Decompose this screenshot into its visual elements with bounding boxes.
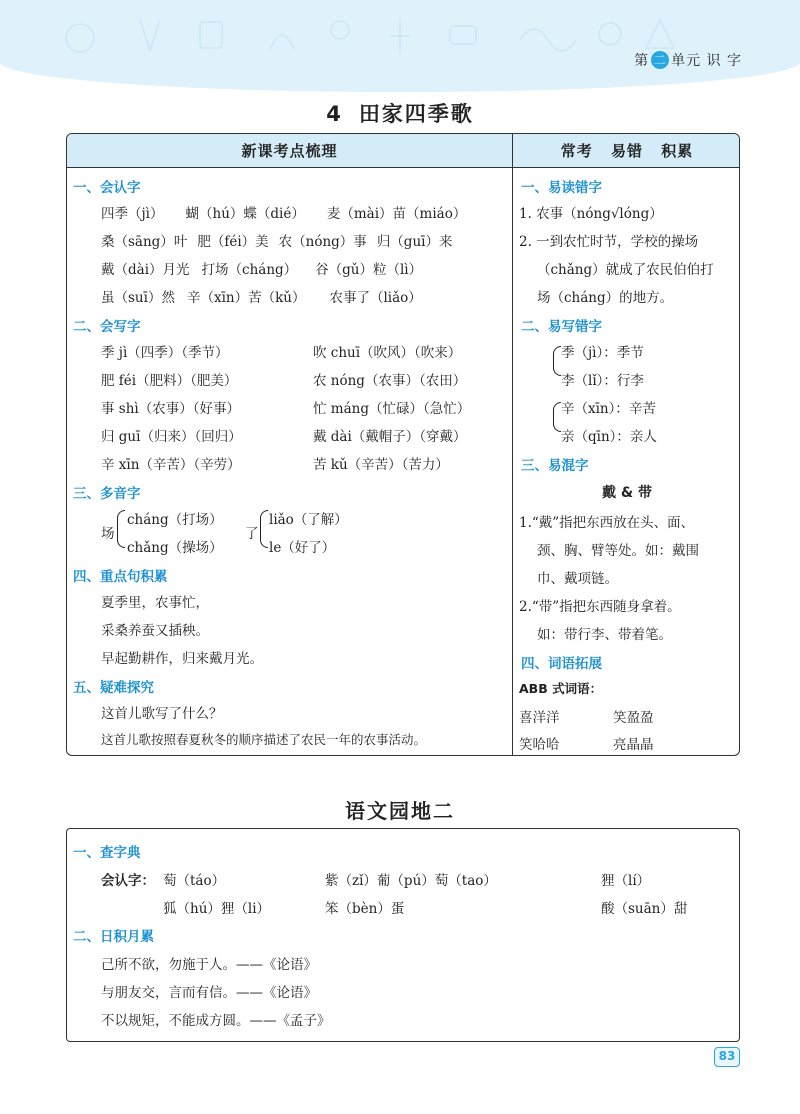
xiezi-item: 戴 dài（戴帽子）（穿戴） [313, 429, 467, 445]
section-duoyinzi: 三、多音字 [73, 486, 141, 502]
renzi-item: 桑（sāng）叶 [101, 234, 188, 250]
hunzi-line: 2.“带”指把东西随身拿着。 [519, 599, 681, 615]
left-column-header: 新课考点梳理 [67, 134, 512, 168]
renzi-row-2 [101, 230, 452, 250]
lesson-title [0, 98, 800, 128]
renzi-item: 谷（gǔ）粒（lì） [315, 262, 423, 278]
duoyin-reading: cháng（打场） [127, 512, 223, 528]
abb-word: 笑哈哈 [519, 737, 560, 753]
renzi-label: 会认字： [101, 873, 155, 889]
hunzi-line: 颈、胸、臂等处。如：戴围 [537, 543, 699, 559]
saying-line: 与朋友交，言而有信。——《论语》 [101, 985, 317, 1001]
answer-text: 这首儿歌按照春夏秋冬的顺序描述了农民一年的农事活动。 [101, 732, 427, 747]
renzi-item: 农（nóng）事 [278, 234, 367, 250]
xiezi-item: 辛 xīn（辛苦）（辛劳） [101, 457, 241, 473]
xiecuo-item: 辛（xīn）：辛苦 [561, 401, 656, 417]
unit-prefix: 第 [634, 53, 650, 69]
xiezi-item: 季 jì（四季）（季节） [101, 345, 229, 361]
renzi-item: 虽（suī）然 [101, 290, 175, 306]
key-sentence: 早起勤耕作，归来戴月光。 [101, 651, 263, 667]
dudu-line: （chǎng）就成了农民伯伯打 [537, 262, 714, 278]
hunzi-line: 巾、戴项链。 [537, 571, 618, 587]
renzi-row-4 [101, 286, 422, 306]
saying-line: 不以规矩，不能成方圆。——《孟子》 [101, 1013, 331, 1029]
dudu-line: 场（cháng）的地方。 [537, 290, 674, 306]
saying-line: 己所不欲，勿施于人。——《论语》 [101, 957, 317, 973]
renzi-item: 打场（cháng） [201, 262, 298, 278]
duoyin-reading: liǎo（了解） [269, 512, 348, 528]
renzi-item: 蝴（hú）蝶（dié） [185, 206, 305, 222]
xiezi-item: 吹 chuī（吹风）（吹来） [313, 345, 462, 361]
renzi-item: 麦（mài）苗（miáo） [326, 206, 467, 222]
key-sentence: 夏季里，农事忙， [101, 595, 209, 611]
chazidian-item: 狸（lí） [601, 873, 651, 889]
renzi-item: 辛（xīn）苦（kǔ） [186, 290, 306, 306]
xiecuo-item: 李（lǐ）：行李 [561, 373, 644, 389]
chazidian-item: 狐（hú）狸（li） [163, 901, 271, 917]
section-huirenzi: 一、会认字 [73, 180, 141, 196]
unit-suffix: 单元 识 字 [671, 53, 742, 69]
brace-icon [117, 510, 125, 548]
chazidian-item: 紫（zǐ）葡（pú）萄（tao） [325, 873, 497, 889]
xiezi-item: 肥 féi（肥料）（肥美） [101, 373, 238, 389]
duoyin-reading: chǎng（操场） [127, 540, 223, 556]
hunzi-title: 戴 & 带 [602, 485, 652, 501]
unit-label [634, 50, 742, 70]
section-yinan: 五、疑难探究 [73, 680, 154, 696]
right-column-header: 常考 易错 积累 [513, 134, 740, 168]
chazidian-item: 笨（bèn）蛋 [325, 901, 405, 917]
unit-number-badge: 二 [651, 51, 669, 69]
xiezi-item: 事 shì（农事）（好事） [101, 401, 240, 417]
dudu-line: 2. 一到农忙时节，学校的操场 [519, 234, 699, 250]
abb-word: 笑盈盈 [613, 710, 654, 726]
brace-icon [553, 346, 561, 376]
renzi-item: 四季（jì） [101, 206, 164, 222]
duoyin-reading: le（好了） [269, 540, 336, 556]
renzi-row-3 [101, 258, 422, 278]
section-chazidian: 一、查字典 [73, 845, 141, 861]
xiecuo-item: 亲（qīn）：亲人 [561, 429, 657, 445]
page-number: 83 [714, 1047, 740, 1067]
hunzi-line: 如：带行李、带着笔。 [537, 627, 672, 643]
chazidian-item: 萄（táo） [163, 873, 226, 889]
renzi-item: 农事了（liǎo） [329, 290, 422, 306]
xiezi-item: 归 guī（归来）（回归） [101, 429, 242, 445]
chazidian-item: 酸（suān）甜 [601, 901, 688, 917]
section-yihunzi: 三、易混字 [521, 458, 589, 474]
section-ciyutuozhan: 四、词语拓展 [521, 656, 602, 672]
section-rijiyuelei: 二、日积月累 [73, 929, 154, 945]
xiezi-item: 农 nóng（农事）（农田） [313, 373, 467, 389]
dudu-line: 1. 农事（nóng√lóng） [519, 206, 663, 222]
renzi-row-1 [101, 202, 466, 222]
section-yiducuozi: 一、易读错字 [521, 180, 602, 196]
section-huixiezi: 二、会写字 [73, 319, 141, 335]
section-zhongdianju: 四、重点句积累 [73, 569, 168, 585]
top-decorative-band [0, 0, 800, 92]
xiezi-item: 忙 máng（忙碌）（急忙） [313, 401, 471, 417]
renzi-item: 归（guī）来 [376, 234, 453, 250]
lesson-name: 田家四季歌 [358, 102, 474, 126]
xiezi-item: 苦 kǔ（辛苦）（苦力） [313, 457, 449, 473]
brace-icon [260, 510, 268, 548]
question-text: 这首儿歌写了什么？ [101, 706, 223, 722]
key-sentence: 采桑养蚕又插秧。 [101, 623, 209, 639]
yuwen-yuandi-title: 语文园地二 [345, 799, 455, 823]
lesson-summary-box [66, 133, 740, 756]
yuwen-yuandi-box [66, 828, 740, 1042]
renzi-item: 肥（féi）美 [197, 234, 269, 250]
abb-label: ABB 式词语： [519, 681, 603, 696]
lesson-number: 4 [326, 102, 343, 126]
brace-icon [553, 402, 561, 432]
duoyin-char-chang: 场 [101, 526, 115, 542]
renzi-item: 戴（dài）月光 [101, 262, 190, 278]
duoyin-char-le: 了 [245, 526, 259, 542]
abb-word: 亮晶晶 [613, 737, 654, 753]
section-yixiecuozi: 二、易写错字 [521, 319, 602, 335]
hunzi-line: 1.“戴”指把东西放在头、面、 [519, 515, 695, 531]
xiecuo-item: 季（jì）：季节 [561, 345, 644, 361]
column-divider [512, 134, 513, 755]
abb-word: 喜洋洋 [519, 710, 560, 726]
